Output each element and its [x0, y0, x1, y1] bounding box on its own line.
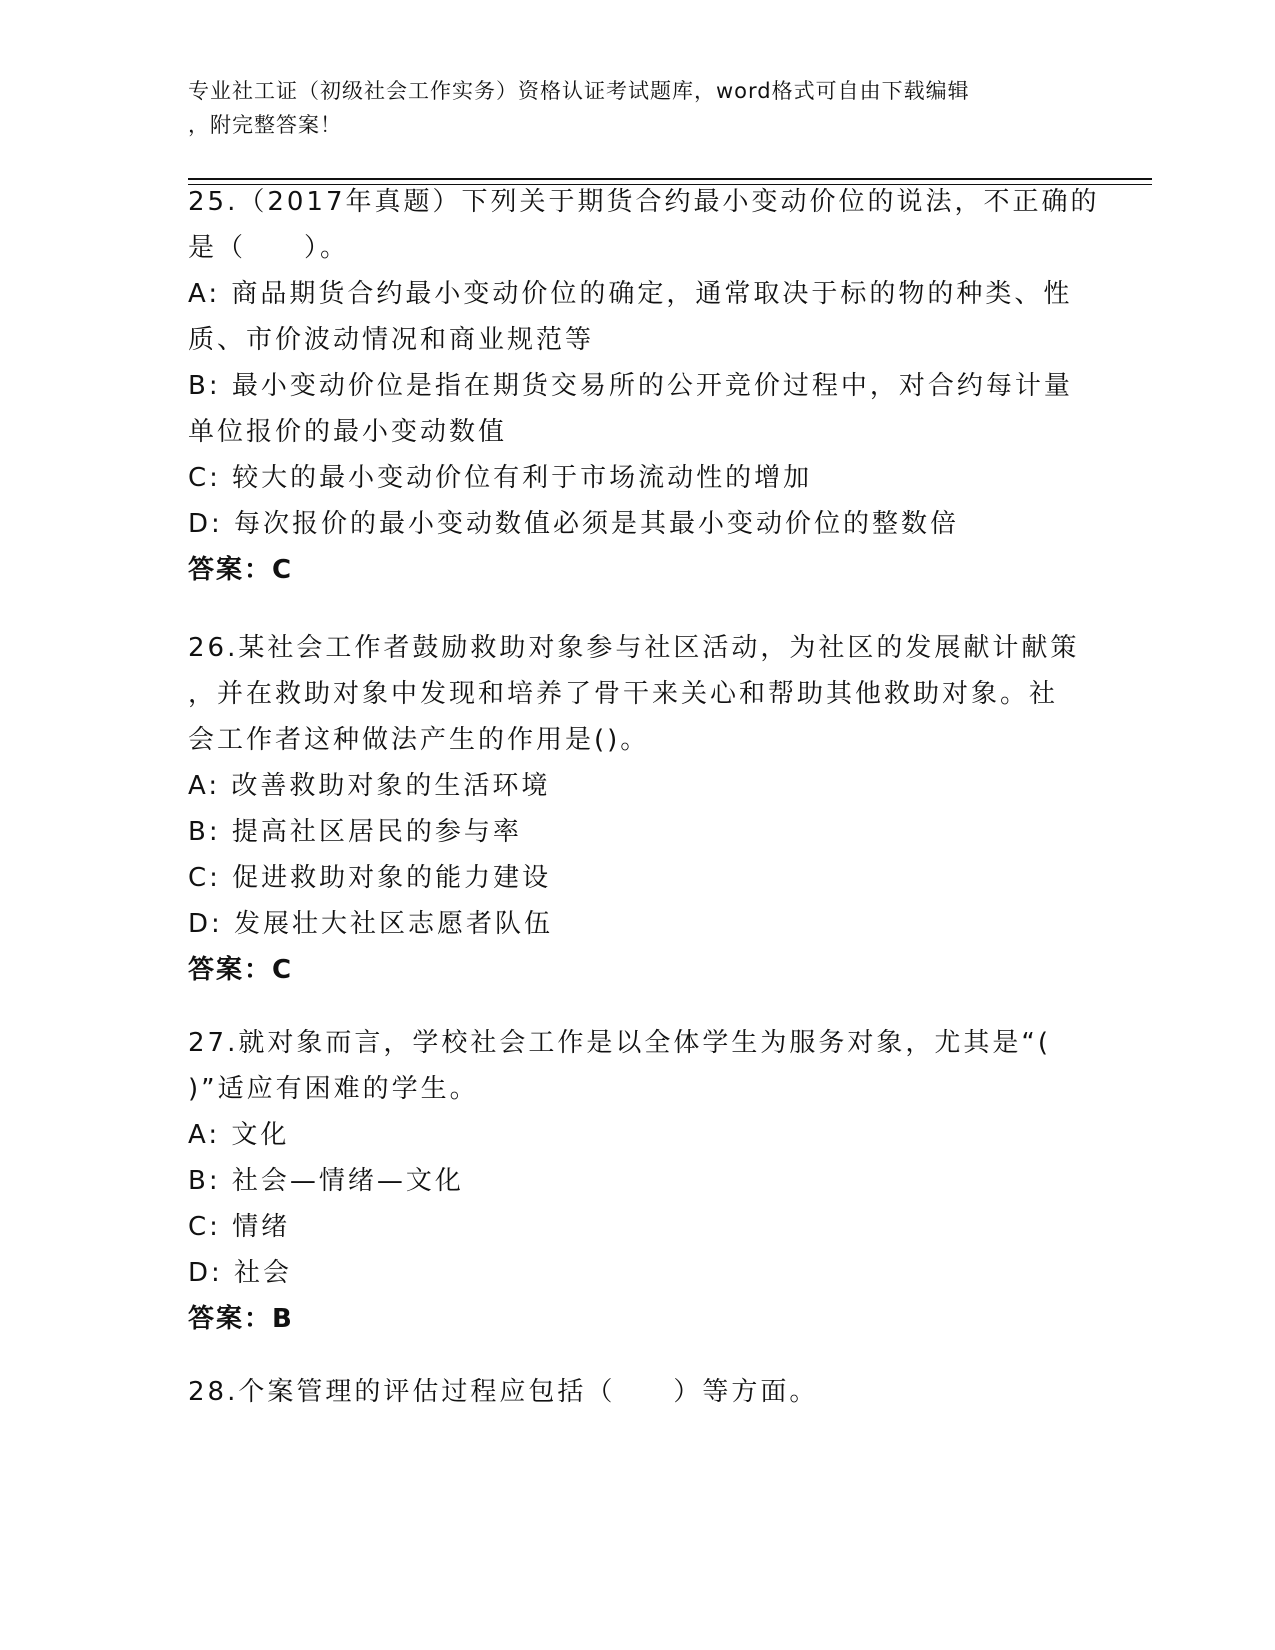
header-title-line2: ，附完整答案！: [188, 113, 342, 137]
answer-text: 答案：C: [188, 955, 294, 985]
question-28: [188, 1369, 1088, 1415]
question-stem-line: 会工作者这种做法产生的作用是()。: [188, 725, 650, 755]
document-header: [188, 74, 1068, 142]
header-title-line1: 专业社工证（初级社会工作实务）资格认证考试题库，word格式可自由下载编辑: [188, 79, 970, 103]
option-b-line: B: 社会—情绪—文化: [188, 1166, 464, 1196]
answer-text: 答案：B: [188, 1304, 294, 1334]
option-a-line: 质、市价波动情况和商业规范等: [188, 325, 595, 355]
option-b-line: B: 最小变动价位是指在期货交易所的公开竞价过程中，对合约每计量: [188, 371, 1073, 401]
question-stem-line: 28.个案管理的评估过程应包括（ ）等方面。: [188, 1377, 819, 1407]
question-stem-line: )”适应有困难的学生。: [188, 1074, 479, 1104]
option-a-line: A: 改善救助对象的生活环境: [188, 771, 551, 801]
option-c-line: C: 较大的最小变动价位有利于市场流动性的增加: [188, 463, 813, 493]
option-d-line: D: 每次报价的最小变动数值必须是其最小变动价位的整数倍: [188, 509, 960, 539]
question-25: [188, 179, 1100, 593]
question-26: [188, 625, 1088, 993]
question-stem-line: 26.某社会工作者鼓励救助对象参与社区活动，为社区的发展献计献策: [188, 633, 1080, 663]
question-stem-line: 27.就对象而言，学校社会工作是以全体学生为服务对象，尤其是“(: [188, 1028, 1051, 1058]
question-27: [188, 1020, 1088, 1342]
option-d-line: D: 社会: [188, 1258, 293, 1288]
question-stem-line: ，并在救助对象中发现和培养了骨干来关心和帮助其他救助对象。社: [188, 679, 1059, 709]
option-c-line: C: 促进救助对象的能力建设: [188, 863, 552, 893]
option-b-line: 单位报价的最小变动数值: [188, 417, 508, 447]
option-a-line: A: 商品期货合约最小变动价位的确定，通常取决于标的物的种类、性: [188, 279, 1073, 309]
answer-text: 答案：C: [188, 555, 294, 585]
option-c-line: C: 情绪: [188, 1212, 291, 1242]
question-stem-line: 是（ ）。: [188, 233, 350, 263]
option-d-line: D: 发展壮大社区志愿者队伍: [188, 909, 554, 939]
option-a-line: A: 文化: [188, 1120, 290, 1150]
option-b-line: B: 提高社区居民的参与率: [188, 817, 522, 847]
question-stem-line: 25.（2017年真题）下列关于期货合约最小变动价位的说法，不正确的: [188, 187, 1100, 217]
